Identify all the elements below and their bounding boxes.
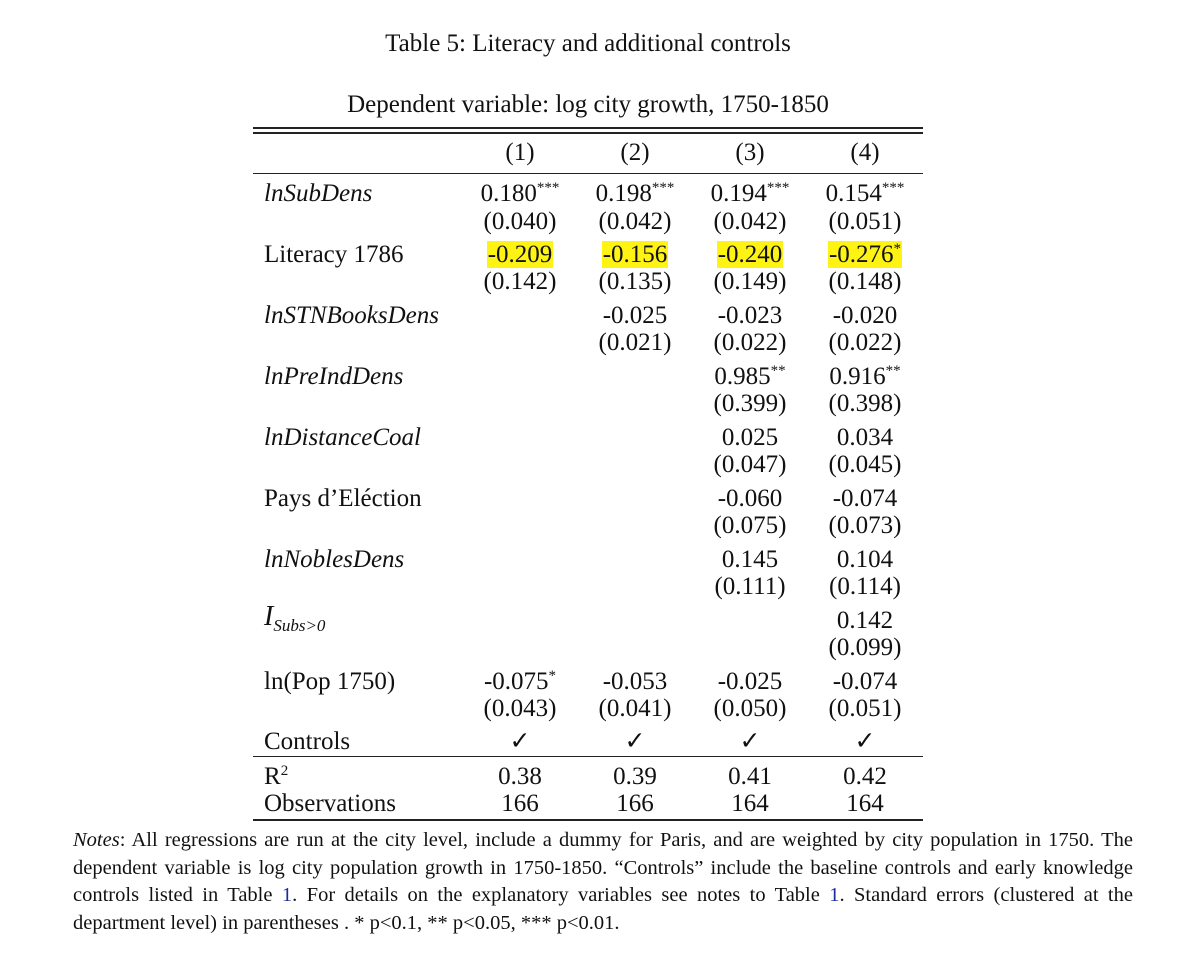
highlighted-coef (487, 241, 554, 268)
table-notes (73, 827, 1133, 937)
check-icon: ✓ (739, 728, 761, 755)
se-cell: (0.149) (713, 268, 787, 295)
se-cell: (0.047) (713, 451, 787, 478)
coef-value: -0.209 (487, 241, 553, 268)
se-cell: (0.135) (598, 268, 672, 295)
se-cell: (0.114) (829, 573, 901, 600)
coef-cell: -0.025 (717, 668, 783, 695)
table-reference-link[interactable]: 1 (281, 884, 293, 906)
coef-cell (805, 180, 925, 207)
se-cell: (0.051) (828, 695, 902, 722)
r2-value: 0.42 (843, 763, 887, 790)
se-cell: (0.040) (483, 208, 557, 235)
r2-value: 0.38 (498, 763, 542, 790)
observations-value: 164 (731, 790, 769, 817)
significance-stars: *** (536, 180, 560, 196)
r2-label: R (264, 763, 281, 790)
coef-value: 0.194 (710, 180, 767, 207)
significance-stars: * (548, 668, 557, 684)
se-cell: (0.042) (598, 208, 672, 235)
highlighted-coef (602, 241, 669, 268)
indicator-symbol (264, 601, 326, 635)
coef-value: 0.916 (829, 363, 886, 390)
notes-text: . For details on the explanatory variables see notes to Table (292, 884, 830, 906)
column-header-1: (1) (505, 139, 535, 166)
top-rule-1 (253, 127, 923, 129)
coef-cell: 0.104 (836, 546, 894, 573)
se-cell: (0.022) (828, 329, 902, 356)
table-caption: Table 5: Literacy and additional controls (385, 30, 791, 57)
coef-cell (460, 668, 580, 695)
bottom-rule (253, 819, 923, 821)
row-label (264, 603, 325, 639)
significance-stars: ** (885, 363, 901, 379)
significance-stars: *** (651, 180, 675, 196)
coef-cell: 0.145 (721, 546, 779, 573)
se-cell: (0.142) (483, 268, 557, 295)
highlighted-coef (717, 241, 784, 268)
stats-rule (253, 756, 923, 757)
se-cell: (0.050) (713, 695, 787, 722)
row-label: lnDistanceCoal (264, 424, 421, 451)
coef-cell (805, 241, 925, 268)
observations-value: 164 (846, 790, 884, 817)
se-cell: (0.398) (828, 390, 902, 417)
check-icon: ✓ (509, 728, 531, 755)
se-cell: (0.075) (713, 512, 787, 539)
r2-value: 0.41 (728, 763, 772, 790)
check-icon: ✓ (624, 728, 646, 755)
row-label: Controls (264, 728, 351, 755)
column-header-4: (4) (850, 139, 880, 166)
coef-cell: -0.023 (717, 302, 783, 329)
coef-value: -0.156 (602, 241, 668, 268)
notes-lead: Notes (73, 829, 120, 851)
row-label: Literacy 1786 (264, 241, 404, 268)
coef-cell: -0.053 (602, 668, 668, 695)
indicator-subscript: Subs>0 (273, 616, 326, 635)
row-label: Observations (264, 790, 396, 817)
se-cell: (0.043) (483, 695, 557, 722)
row-label: lnPreIndDens (264, 363, 404, 390)
coef-value: 0.985 (714, 363, 771, 390)
column-header-row (0, 139, 1200, 169)
row-label: lnNoblesDens (264, 546, 405, 573)
coef-cell: 0.142 (836, 607, 894, 634)
se-cell: (0.399) (713, 390, 787, 417)
highlighted-coef (828, 241, 902, 268)
notes-text: . Standard errors (clustered at the department level) in parentheses . * p<0.1, ** p<0.05, *** p<0.01. (73, 884, 1133, 934)
coef-value: -0.240 (717, 241, 783, 268)
se-cell: (0.041) (598, 695, 672, 722)
coef-cell: -0.020 (832, 302, 898, 329)
coef-cell (805, 363, 925, 390)
dependent-variable-label: Dependent variable: log city growth, 1750-1850 (347, 91, 829, 118)
coef-cell: -0.060 (717, 485, 783, 512)
se-cell: (0.042) (713, 208, 787, 235)
coef-cell (690, 241, 810, 268)
column-header-3: (3) (735, 139, 765, 166)
coef-cell (575, 241, 695, 268)
se-cell: (0.099) (828, 634, 902, 661)
se-cell: (0.021) (598, 329, 672, 356)
header-rule (253, 173, 923, 174)
significance-stars: * (893, 241, 902, 257)
coef-value: -0.276 (828, 241, 894, 268)
coef-cell (690, 363, 810, 390)
significance-stars: ** (770, 363, 786, 379)
se-cell: (0.022) (713, 329, 787, 356)
coef-cell (690, 180, 810, 207)
se-cell: (0.148) (828, 268, 902, 295)
row-label: ln(Pop 1750) (264, 668, 396, 695)
coef-value: -0.075 (483, 668, 549, 695)
column-header-2: (2) (620, 139, 650, 166)
top-rule-2 (253, 132, 923, 134)
significance-stars: *** (766, 180, 790, 196)
coef-cell: -0.025 (602, 302, 668, 329)
coef-cell (460, 241, 580, 268)
se-cell: (0.045) (828, 451, 902, 478)
coef-cell: -0.074 (832, 668, 898, 695)
observations-value: 166 (501, 790, 539, 817)
notes-text: : All regressions are run at the city level, include a dummy for Paris, and are weighted by city population in 1750. The dependent variable is log city population growth in 1750-1850. “Controls” include the baseline controls and early knowledge controls listed in Table (73, 829, 1133, 906)
coef-cell (460, 180, 580, 207)
coef-value: 0.154 (825, 180, 882, 207)
coef-value: 0.180 (480, 180, 537, 207)
row-label: lnSTNBooksDens (264, 302, 439, 329)
coef-cell: -0.074 (832, 485, 898, 512)
observations-value: 166 (616, 790, 654, 817)
se-cell: (0.073) (828, 512, 902, 539)
row-label: Pays d’Eléction (264, 485, 422, 512)
row-label: lnSubDens (264, 180, 373, 207)
coef-cell (575, 180, 695, 207)
indicator-main: I (264, 601, 274, 632)
r2-superscript: 2 (280, 763, 289, 779)
table-reference-link[interactable]: 1 (829, 884, 840, 906)
coef-cell: 0.034 (836, 424, 894, 451)
row-label (264, 763, 288, 790)
se-cell: (0.051) (828, 208, 902, 235)
check-icon: ✓ (854, 728, 876, 755)
coef-value: 0.198 (595, 180, 652, 207)
coef-cell: 0.025 (721, 424, 779, 451)
se-cell: (0.111) (714, 573, 786, 600)
significance-stars: *** (881, 180, 905, 196)
r2-value: 0.39 (613, 763, 657, 790)
